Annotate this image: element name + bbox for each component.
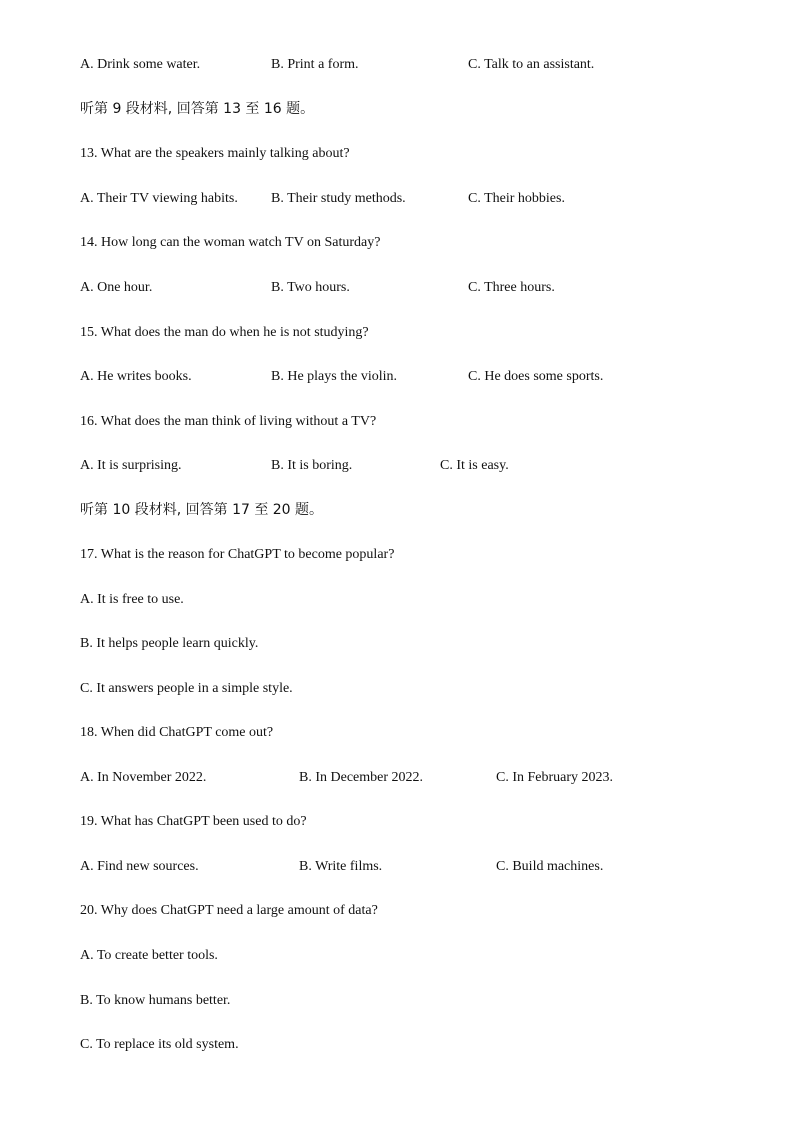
section-9-heading: 听第 9 段材料, 回答第 13 至 16 题。 [80, 101, 315, 117]
q18-option-c: C. In February 2023. [496, 770, 614, 785]
q20-option-b: B. To know humans better. [80, 993, 231, 1008]
q17-option-c: C. It answers people in a simple style. [80, 681, 293, 696]
q19-question: 19. What has ChatGPT been used to do? [80, 814, 307, 829]
q16-question: 16. What does the man think of living without a TV? [80, 414, 377, 429]
q15-option-a: A. He writes books. [80, 369, 192, 384]
q12-option-c: C. Talk to an assistant. [468, 57, 595, 72]
q16-option-b: B. It is boring. [271, 458, 353, 473]
q15-question: 15. What does the man do when he is not studying? [80, 325, 369, 340]
q18-option-b: B. In December 2022. [299, 770, 424, 785]
q15-option-b: B. He plays the violin. [271, 369, 397, 384]
q14-option-c: C. Three hours. [468, 280, 555, 295]
q19-option-a: A. Find new sources. [80, 859, 199, 874]
q14-question: 14. How long can the woman watch TV on Saturday? [80, 235, 381, 250]
q19-option-b: B. Write films. [299, 859, 383, 874]
q20-option-a: A. To create better tools. [80, 948, 218, 963]
q17-option-a: A. It is free to use. [80, 592, 184, 607]
q14-option-a: A. One hour. [80, 280, 153, 295]
section-10-heading: 听第 10 段材料, 回答第 17 至 20 题。 [80, 502, 324, 518]
q12-option-b: B. Print a form. [271, 57, 359, 72]
q12-option-a: A. Drink some water. [80, 57, 201, 72]
q13-option-a: A. Their TV viewing habits. [80, 191, 238, 206]
q13-question: 13. What are the speakers mainly talking about? [80, 146, 350, 161]
q14-option-b: B. Two hours. [271, 280, 350, 295]
q17-option-b: B. It helps people learn quickly. [80, 636, 259, 651]
q13-option-b: B. Their study methods. [271, 191, 406, 206]
q13-option-c: C. Their hobbies. [468, 191, 565, 206]
q18-question: 18. When did ChatGPT come out? [80, 725, 274, 740]
q17-question: 17. What is the reason for ChatGPT to become popular? [80, 547, 395, 562]
q15-option-c: C. He does some sports. [468, 369, 604, 384]
q20-option-c: C. To replace its old system. [80, 1037, 239, 1052]
q16-option-c: C. It is easy. [440, 458, 509, 473]
q18-option-a: A. In November 2022. [80, 770, 207, 785]
q16-option-a: A. It is surprising. [80, 458, 182, 473]
q19-option-c: C. Build machines. [496, 859, 604, 874]
q20-question: 20. Why does ChatGPT need a large amount of data? [80, 903, 378, 918]
